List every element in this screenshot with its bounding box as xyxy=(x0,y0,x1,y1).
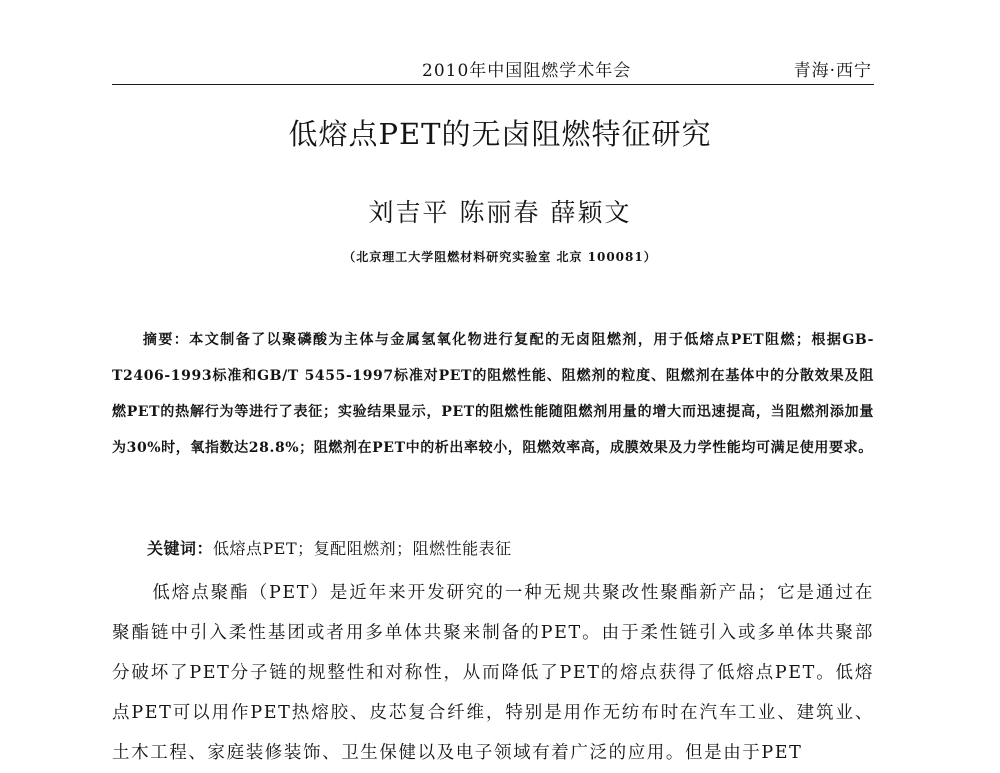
running-header xyxy=(112,54,874,85)
abstract-label: 摘要： xyxy=(142,332,190,348)
keywords-label: 关键词： xyxy=(147,539,214,558)
keywords-text: 低熔点PET；复配阻燃剂；阻燃性能表征 xyxy=(213,539,512,558)
paper-authors: 刘吉平 陈丽春 薛颖文 xyxy=(368,198,632,227)
paper-title: 低熔点PET的无卤阻燃特征研究 xyxy=(288,117,712,151)
body-text: 低熔点聚酯（PET）是近年来开发研究的一种无规共聚改性聚酯新产品；它是通过在聚酯链中引入柔性基团或者用多单体共聚来制备的PET。由于柔性链引入或多单体共聚部分破坏了PET分子链的规整性和对称性，从而降低了PET的熔点获得了低熔点PET。低熔点PET可以用作PET热熔胶、皮芯复合纤维，特别是用作无纺布时在汽车工业、建筑业、土木工程、家庭装修装饰、卫生保健以及电子领域有着广泛的应用。但是由于PET xyxy=(112,583,874,763)
body-paragraph xyxy=(112,573,874,773)
header-location: 青海·西宁 xyxy=(793,61,872,81)
abstract-text: 本文制备了以聚磷酸为主体与金属氢氧化物进行复配的无卤阻燃剂，用于低熔点PET阻燃；根据GB-T2406-1993标准和GB/T 5455-1997标准对PET的阻燃性能、阻燃剂的粒度、阻燃剂在基体中的分散效果及阻燃PET的热解行为等进行了表征；实验结果显示，PET的阻燃性能随阻燃剂用量的增大而迅速提高，当阻燃剂添加量为30%时，氧指数达28.8%；阻燃剂在PET中的析出率较小，阻燃效率高，成膜效果及力学性能均可满足使用要求。 xyxy=(112,332,874,456)
keywords-line xyxy=(112,536,874,559)
paper-affiliation: （北京理工大学阻燃材料研究实验室 北京 100081） xyxy=(343,250,657,264)
header-conference: 2010年中国阻燃学术年会 xyxy=(422,61,632,81)
abstract-paragraph xyxy=(112,322,874,466)
